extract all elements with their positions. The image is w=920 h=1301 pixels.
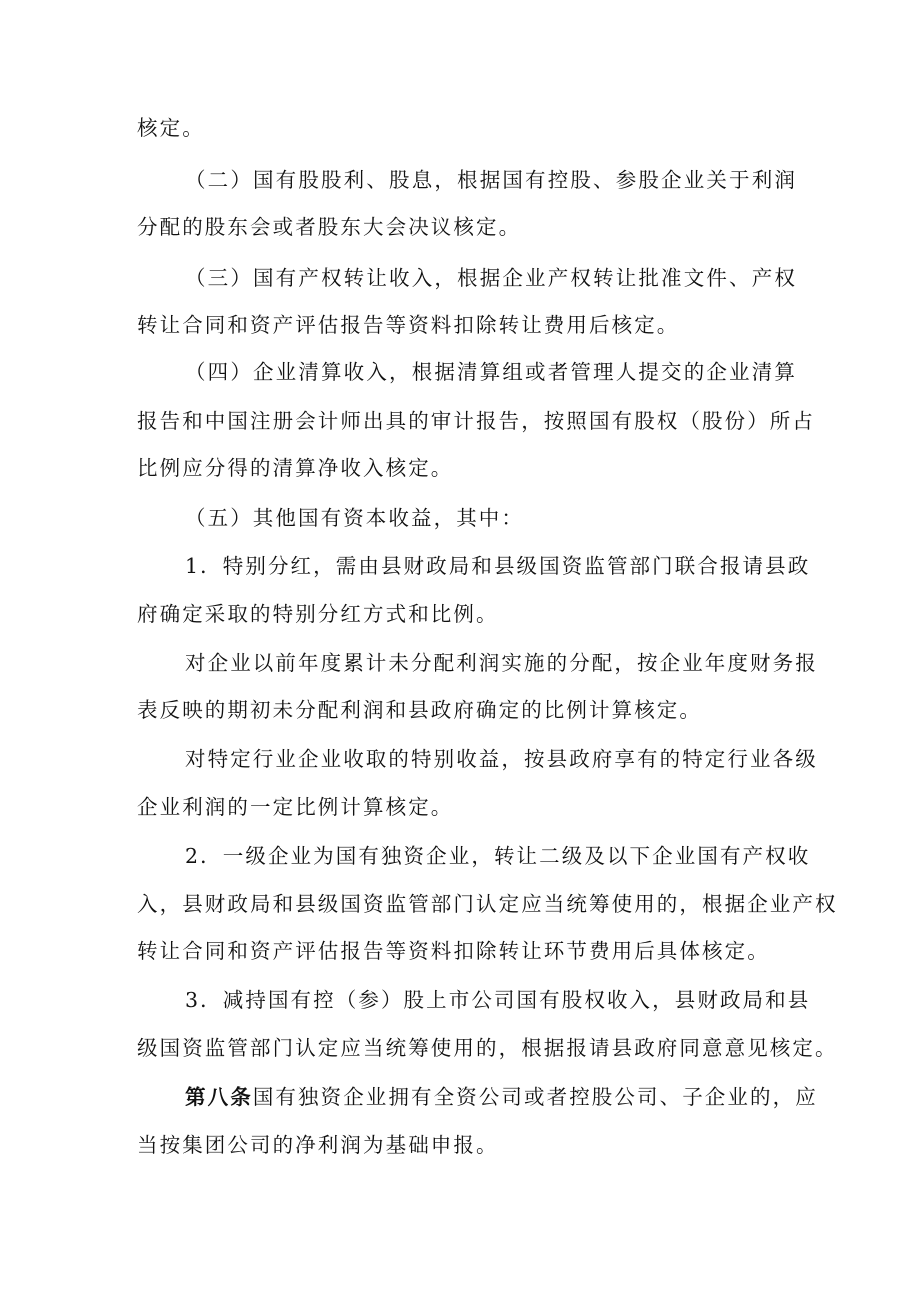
- text-line: 府确定采取的特别分红方式和比例。: [137, 602, 499, 626]
- text-line: 1．特别分红，需由县财政局和县级国资监管部门联合报请县政: [185, 554, 811, 578]
- text-line: 表反映的期初未分配利润和县政府确定的比例计算核定。: [137, 698, 702, 722]
- text-line: 2．一级企业为国有独资企业，转让二级及以下企业国有产权收: [185, 844, 811, 868]
- text-line: 级国资监管部门认定应当统筹使用的，根据报请县政府同意意见核定。: [137, 1036, 838, 1060]
- text-line: 企业利润的一定比例计算核定。: [137, 795, 454, 819]
- article-eight-text: 国有独资企业拥有全资公司或者控股公司、子企业的，应: [252, 1085, 818, 1109]
- text-line: 转让合同和资产评估报告等资料扣除转让费用后核定。: [137, 313, 680, 337]
- text-line: （二）国有股股利、股息，根据国有控股、参股企业关于利润: [185, 168, 797, 192]
- text-line: 比例应分得的清算净收入核定。: [137, 456, 454, 480]
- text-line: （三）国有产权转让收入，根据企业产权转让批准文件、产权: [185, 266, 797, 290]
- text-line: 对特定行业企业收取的特别收益，按县政府享有的特定行业各级: [185, 747, 818, 771]
- text-line: （五）其他国有资本收益，其中：: [185, 506, 524, 530]
- text-line: 分配的股东会或者股东大会决议核定。: [137, 215, 522, 239]
- text-line: 入，县财政局和县级国资监管部门认定应当统筹使用的，根据企业产权: [137, 892, 838, 916]
- text-line: （四）企业清算收入，根据清算组或者管理人提交的企业清算: [185, 360, 797, 384]
- article-eight-label: 第八条: [185, 1085, 253, 1109]
- text-line: 核定。: [137, 116, 205, 140]
- article-eight-line: [185, 1081, 818, 1113]
- text-line: 当按集团公司的净利润为基础申报。: [137, 1133, 499, 1157]
- text-line: 转让合同和资产评估报告等资料扣除转让环节费用后具体核定。: [137, 939, 770, 963]
- text-line: 对企业以前年度累计未分配利润实施的分配，按企业年度财务报: [185, 651, 818, 675]
- text-line: 报告和中国注册会计师出具的审计报告，按照国有股权（股份）所占: [137, 409, 815, 433]
- text-line: 3．减持国有控（参）股上市公司国有股权收入，县财政局和县: [185, 988, 811, 1012]
